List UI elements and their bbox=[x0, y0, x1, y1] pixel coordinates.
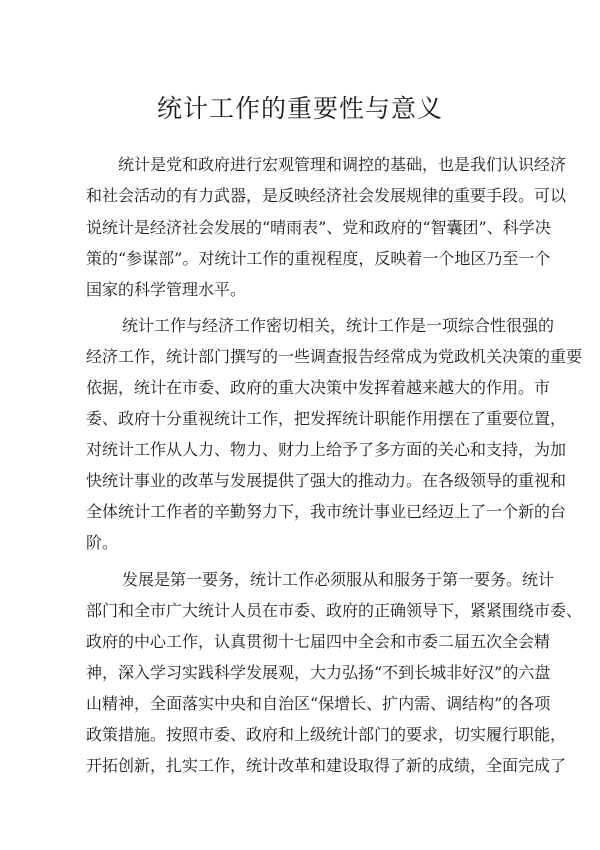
paragraph-line: 对统计工作从人力、物力、财力上给予了多方面的关心和支持，为加 bbox=[86, 440, 567, 459]
paragraph-line: 依据，统计在市委、政府的重大决策中发挥着越来越大的作用。市 bbox=[86, 378, 551, 397]
paragraph-line: 统计工作与经济工作密切相关，统计工作是一项综合性很强的 bbox=[122, 316, 555, 335]
paragraph-line: 政府的中心工作，认真贯彻十七届四中全会和市委二届五次全会精 bbox=[86, 632, 551, 651]
paragraph-line: 统计是党和政府进行宏观管理和调控的基础，也是我们认识经济 bbox=[118, 155, 567, 174]
paragraph-line: 策的“参谋部”。对统计工作的重视程度，反映着一个地区乃至一个 bbox=[86, 249, 551, 268]
paragraph-line: 说统计是经济社会发展的“晴雨表”、党和政府的“智囊团”、科学决 bbox=[86, 218, 551, 237]
paragraph-line: 政策措施。按照市委、政府和上级统计部门的要求，切实履行职能， bbox=[86, 725, 567, 744]
paragraph-line: 经济工作，统计部门撰写的一些调查报告经常成为党政机关决策的重要 bbox=[86, 347, 583, 366]
paragraph-line: 神，深入学习实践科学发展观，大力弘扬“不到长城非好汉”的六盘 bbox=[86, 663, 551, 682]
paragraph-line: 委、政府十分重视统计工作，把发挥统计职能作用摆在了重要位置， bbox=[86, 409, 567, 428]
paragraph-line: 全体统计工作者的辛勤努力下，我市统计事业已经迈上了一个新的台 bbox=[86, 502, 567, 521]
paragraph-line: 开拓创新，扎实工作，统计改革和建设取得了新的成绩，全面完成了 bbox=[86, 756, 567, 775]
page-title: 统计工作的重要性与意义 bbox=[156, 94, 443, 123]
paragraph-line: 和社会活动的有力武器，是反映经济社会发展规律的重要手段。可以 bbox=[86, 186, 567, 205]
paragraph-line: 国家的科学管理水平。 bbox=[86, 280, 247, 299]
paragraph-line: 快统计事业的改革与发展提供了强大的推动力。在各级领导的重视和 bbox=[86, 471, 567, 490]
paragraph-line: 山精神，全面落实中央和自治区“保增长、扩内需、调结构”的各项 bbox=[86, 694, 551, 713]
paragraph-line: 发展是第一要务，统计工作必须服从和服务于第一要务。统计 bbox=[122, 570, 555, 589]
paragraph-line: 阶。 bbox=[86, 533, 119, 552]
paragraph-line: 部门和全市广大统计人员在市委、政府的正确领导下，紧紧围绕市委、 bbox=[86, 601, 583, 620]
